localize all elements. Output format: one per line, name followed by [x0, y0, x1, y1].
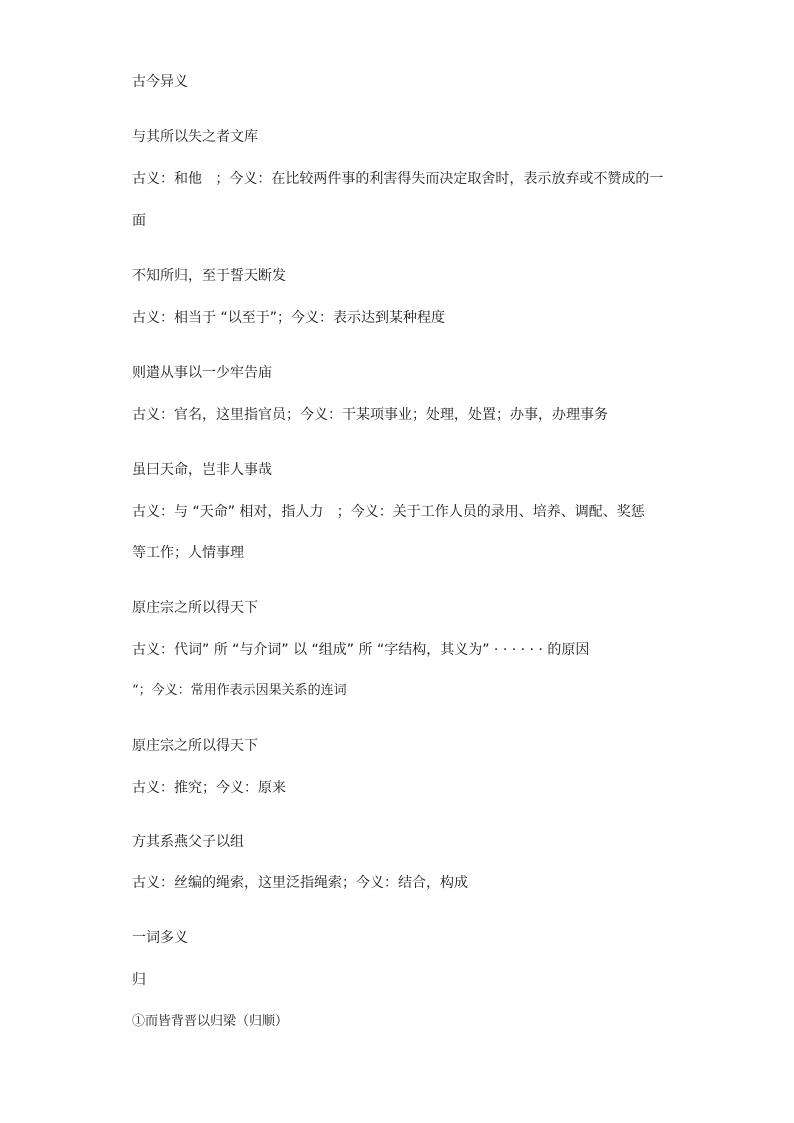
explanation-text: 古义：丝编的绳索，这里泛指绳索；今义：结合，构成 [132, 875, 468, 891]
example-sentence: 不知所归，至于誓天断发 [132, 268, 286, 284]
explanation-text: 古义：代词” 所 “与介词” 以 “组成” 所 “字结构，其义为” · · · · · · 的原因 [132, 642, 590, 658]
explanation-text: 古义：推究；今义：原来 [132, 780, 286, 796]
example-sentence: 方其系燕父子以组 [132, 834, 244, 850]
word-heading: 归 [132, 972, 146, 988]
explanation-continuation: 等工作；人情事理 [132, 545, 244, 561]
example-item: ①而皆背晋以归梁（归顺） [132, 1014, 289, 1029]
example-sentence: 原庄宗之所以得天下 [132, 600, 258, 616]
example-sentence: 原庄宗之所以得天下 [132, 738, 258, 754]
example-sentence: 则遣从事以一少牢告庙 [132, 365, 272, 381]
explanation-text: 古义：和他 ；今义：在比较两件事的利害得失而决定取舍时，表示放弃或不赞成的一 [132, 171, 664, 187]
heading-yici-duoyi: 一词多义 [132, 930, 188, 946]
explanation-text: 古义：与 “天命” 相对，指人力 ；今义：关于工作人员的录用、培养、调配、奖惩 [132, 504, 645, 520]
example-sentence: 与其所以失之者文库 [132, 129, 258, 145]
explanation-text: 古义：相当于 “以至于”；今义：表示达到某种程度 [132, 310, 445, 326]
heading-gujin-yiyi: 古今异义 [132, 74, 188, 90]
explanation-continuation: “；今义：常用作表示因果关系的连词 [132, 683, 347, 698]
explanation-continuation: 面 [132, 213, 146, 229]
example-sentence: 虽曰天命，岂非人事哉 [132, 462, 272, 478]
explanation-text: 古义：官名，这里指官员；今义：干某项事业；处理，处置；办事，办理事务 [132, 407, 608, 423]
